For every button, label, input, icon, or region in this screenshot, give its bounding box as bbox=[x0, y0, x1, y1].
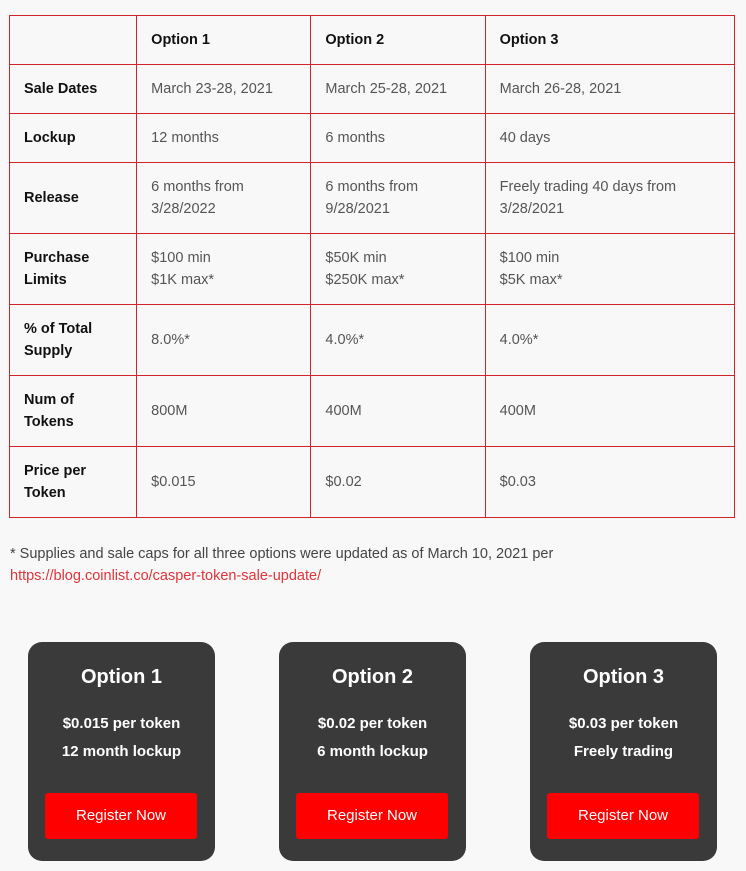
card-lockup: 6 month lockup bbox=[317, 743, 428, 760]
table-row-purchase-limits bbox=[10, 234, 735, 305]
table-cell: March 25-28, 2021 bbox=[311, 65, 485, 114]
option-card-3 bbox=[530, 642, 717, 861]
table-row-lockup bbox=[10, 114, 735, 163]
table-header-row bbox=[10, 16, 735, 65]
row-label: Lockup bbox=[10, 114, 137, 163]
table-cell: March 26-28, 2021 bbox=[485, 65, 734, 114]
max-limit: $1K max* bbox=[151, 272, 215, 288]
footnote-text: * Supplies and sale caps for all three options were updated as of March 10, 2021 per bbox=[10, 546, 554, 562]
sale-options-table bbox=[9, 15, 735, 518]
table-cell: Freely trading 40 days from 3/28/2021 bbox=[485, 163, 734, 234]
table-cell: 8.0%* bbox=[137, 305, 311, 376]
row-label: Sale Dates bbox=[10, 65, 137, 114]
table-cell bbox=[311, 234, 485, 305]
max-limit: $5K max* bbox=[499, 272, 563, 288]
header-option-2: Option 2 bbox=[311, 16, 485, 65]
footnote bbox=[10, 543, 730, 587]
table-row-release bbox=[10, 163, 735, 234]
card-lockup: Freely trading bbox=[573, 743, 674, 760]
option-card-1 bbox=[28, 642, 215, 861]
table-cell: 12 months bbox=[137, 114, 311, 163]
table-cell: March 23-28, 2021 bbox=[137, 65, 311, 114]
card-title: Option 3 bbox=[582, 666, 665, 688]
register-now-button[interactable]: Register Now bbox=[296, 793, 448, 839]
table-cell: 6 months from 9/28/2021 bbox=[311, 163, 485, 234]
table-cell bbox=[485, 234, 734, 305]
table-cell: 6 months bbox=[311, 114, 485, 163]
table-cell: $0.015 bbox=[137, 447, 311, 518]
table-cell: 4.0%* bbox=[485, 305, 734, 376]
min-limit: $100 min bbox=[151, 250, 211, 266]
row-label: Release bbox=[10, 163, 137, 234]
table-cell: $0.03 bbox=[485, 447, 734, 518]
min-limit: $50K min bbox=[325, 250, 387, 266]
header-option-1: Option 1 bbox=[137, 16, 311, 65]
row-label: Price per Token bbox=[10, 447, 137, 518]
max-limit: $250K max* bbox=[325, 272, 405, 288]
card-price: $0.02 per token bbox=[317, 715, 428, 732]
header-empty-cell bbox=[10, 16, 137, 65]
table-row-price-per-token bbox=[10, 447, 735, 518]
table-cell: $0.02 bbox=[311, 447, 485, 518]
row-label: Num of Tokens bbox=[10, 376, 137, 447]
footnote-link[interactable]: https://blog.coinlist.co/casper-token-sale-update/ bbox=[10, 568, 322, 584]
min-limit: $100 min bbox=[499, 250, 560, 266]
card-title: Option 1 bbox=[80, 666, 163, 688]
table-cell: 40 days bbox=[485, 114, 734, 163]
table-cell: 800M bbox=[137, 376, 311, 447]
register-now-button[interactable]: Register Now bbox=[547, 793, 699, 839]
row-label: % of Total Supply bbox=[10, 305, 137, 376]
register-now-button[interactable]: Register Now bbox=[45, 793, 197, 839]
card-title: Option 2 bbox=[331, 666, 414, 688]
option-card-2 bbox=[279, 642, 466, 861]
table-cell: 6 months from 3/28/2022 bbox=[137, 163, 311, 234]
card-price: $0.03 per token bbox=[568, 715, 679, 732]
table-cell: 400M bbox=[311, 376, 485, 447]
header-option-3: Option 3 bbox=[485, 16, 734, 65]
table-row-sale-dates bbox=[10, 65, 735, 114]
table-cell bbox=[137, 234, 311, 305]
table-row-total-supply bbox=[10, 305, 735, 376]
table-cell: 4.0%* bbox=[311, 305, 485, 376]
row-label: Purchase Limits bbox=[10, 234, 137, 305]
card-price: $0.015 per token bbox=[62, 715, 181, 732]
table-row-num-tokens bbox=[10, 376, 735, 447]
card-lockup: 12 month lockup bbox=[61, 743, 182, 760]
table-cell: 400M bbox=[485, 376, 734, 447]
